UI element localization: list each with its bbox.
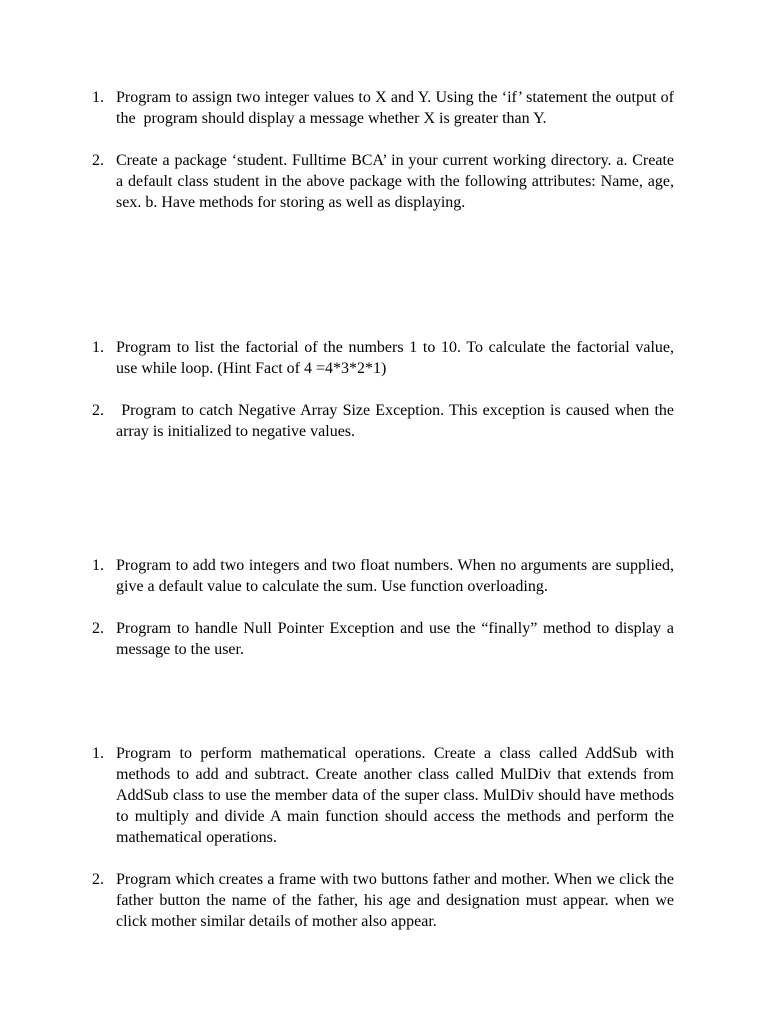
item-text: Program to list the factorial of the numbers 1 to 10. To calculate the factorial value, use while loop. (Hint Fact of 4 =4*3*2*1): [116, 339, 678, 377]
item-number: 2.: [92, 402, 104, 419]
item-text: Program which creates a frame with two buttons father and mother. When we click the father button the name of the father, his age and designation must appear. when we click mother similar details of mother also appear.: [116, 871, 678, 930]
item-number: 2.: [92, 871, 104, 888]
item-number: 2.: [92, 620, 104, 637]
list-item: [92, 87, 678, 129]
list-item: [92, 337, 678, 379]
item-number: 1.: [92, 745, 104, 762]
list-item: [92, 400, 678, 442]
item-number: 2.: [92, 152, 104, 169]
question-group-4: [92, 743, 678, 932]
item-text: Program to handle Null Pointer Exception and use the “finally” method to display a message to the user.: [116, 620, 678, 658]
list-item: [92, 150, 678, 213]
item-text: Program to perform mathematical operations. Create a class called AddSub with methods to add and subtract. Create another class called MulDiv that extends from AddSub class to use the member data of the super class. MulDiv should have methods to multiply and divide A main function should access the methods and perform the mathematical operations.: [116, 745, 678, 846]
item-text: Program to add two integers and two float numbers. When no arguments are supplied, give a default value to calculate the sum. Use function overloading.: [116, 557, 678, 595]
item-number: 1.: [92, 339, 104, 356]
item-text: Create a package ‘student. Fulltime BCA’ in your current working directory. a. Create a default class student in the above package with the following attributes: Name, age, sex. b. Have methods for storing as well as displaying.: [116, 152, 678, 211]
list-item: [92, 618, 678, 660]
list-item: [92, 869, 678, 932]
question-group-1: [92, 87, 678, 213]
list-item: [92, 743, 678, 848]
list-item: [92, 555, 678, 597]
item-number: 1.: [92, 557, 104, 574]
item-text: Program to assign two integer values to X and Y. Using the ‘if’ statement the output of the program should display a message whether X is greater than Y.: [116, 89, 678, 127]
item-text: Program to catch Negative Array Size Exception. This exception is caused when the array is initialized to negative values.: [116, 402, 678, 440]
item-number: 1.: [92, 89, 104, 106]
question-group-3: [92, 555, 678, 660]
question-group-2: [92, 337, 678, 442]
